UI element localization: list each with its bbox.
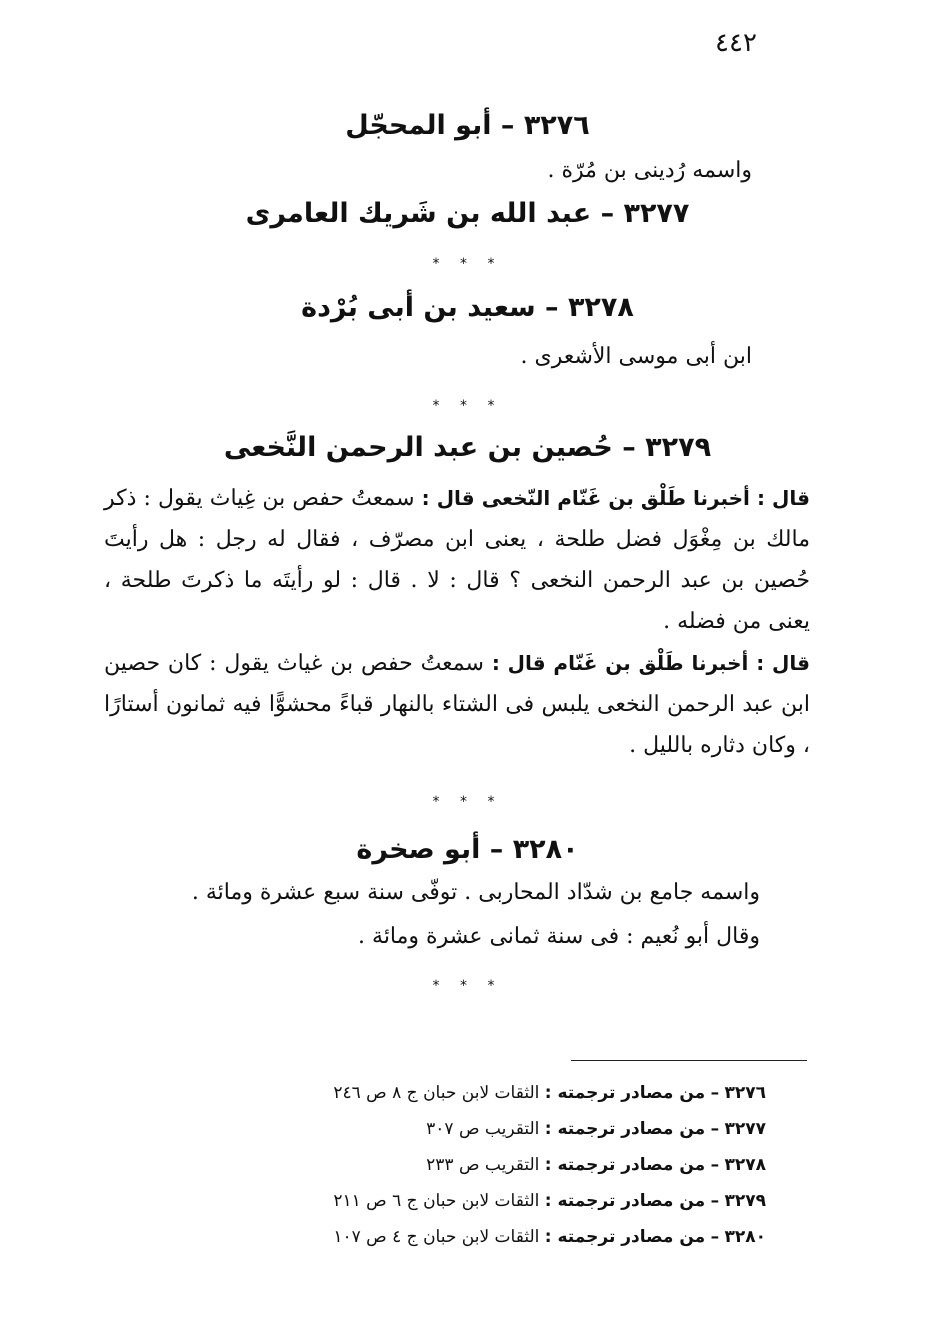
footnote-source: الثقات لابن حبان ج ٤ ص ١٠٧ xyxy=(333,1227,540,1247)
entry-note-3276: واسمه رُدينى بن مُرّة . xyxy=(547,158,752,183)
entry-heading-3276 xyxy=(0,110,935,141)
entry-paragraph-3279-b xyxy=(104,643,810,766)
entry-number: ٣٢٧٨ xyxy=(567,292,634,323)
paragraph-body: سمعتُ حفص بن غِياث يقول : ذكر مالك بن مِغْوَل فضل طلحة ، يعنى ابن مصرّف ، فقال له رجل : هل رأيتَ حُصين بن عبد الرحمن النخعى ؟ قال : لا . قال : لو رأيتَه ما ذكرتَ طلحة ، يعنى من فضله . xyxy=(104,486,810,634)
paragraph-body: سمعتُ حفص بن غياث يقول : كان حصين ابن عبد الرحمن النخعى يلبس فى الشتاء بالنهار قباءً محشوًّا فيه ثمانون أستارًا ، وكان دثاره بالليل . xyxy=(104,651,810,758)
entry-note-3278: ابن أبى موسى الأشعرى . xyxy=(520,344,752,369)
separator-4: * * * xyxy=(432,978,503,994)
footnote-dash: – xyxy=(710,1119,720,1139)
entry-heading-3278 xyxy=(0,292,935,323)
separator-1: * * * xyxy=(432,256,503,272)
footnote-item xyxy=(200,1147,766,1183)
entry-number: ٣٢٧٦ xyxy=(523,110,590,141)
footnote-dash: – xyxy=(710,1083,720,1103)
entry-heading-3279 xyxy=(0,432,935,463)
footnote-label: من مصادر ترجمته : xyxy=(544,1155,706,1175)
entry-title: سعيد بن أبى بُرْدة xyxy=(301,292,536,323)
footnote-dash: – xyxy=(710,1191,720,1211)
entry-dash: – xyxy=(600,198,615,229)
footnote-dash: – xyxy=(710,1227,720,1247)
entry-note-3280-a: واسمه جامع بن شدّاد المحاربى . توفّى سنة سبع عشرة ومائة . xyxy=(191,880,760,905)
footnote-item xyxy=(200,1075,766,1111)
footnote-label: من مصادر ترجمته : xyxy=(544,1227,706,1247)
footnote-number: ٣٢٧٦ xyxy=(724,1083,766,1103)
entry-dash: – xyxy=(500,110,515,141)
entry-heading-3277 xyxy=(0,198,935,229)
footnote-label: من مصادر ترجمته : xyxy=(544,1083,706,1103)
paragraph-lead: قال : أخبرنا طَلْق بن غَنّام النّخعى قال : xyxy=(421,486,811,510)
page-number: ٤٤٢ xyxy=(715,28,757,58)
entry-title: عبد الله بن شَريك العامرى xyxy=(245,198,592,229)
footnote-label: من مصادر ترجمته : xyxy=(544,1191,706,1211)
entry-dash: – xyxy=(545,292,559,323)
footnote-item xyxy=(200,1183,766,1219)
footnote-source: الثقات لابن حبان ج ٦ ص ٢١١ xyxy=(333,1191,540,1211)
paragraph-lead: قال : أخبرنا طَلْق بن غَنّام قال : xyxy=(491,651,810,675)
footnote-dash: – xyxy=(710,1155,720,1175)
entry-paragraph-3279-a xyxy=(104,478,810,642)
footnotes-list xyxy=(200,1075,766,1255)
footnote-item xyxy=(200,1111,766,1147)
entry-heading-3280 xyxy=(0,834,935,865)
entry-number: ٣٢٧٧ xyxy=(623,198,690,229)
footnote-label: من مصادر ترجمته : xyxy=(544,1119,706,1139)
separator-3: * * * xyxy=(432,794,503,810)
footnote-item xyxy=(200,1219,766,1255)
entry-title: أبو صخرة xyxy=(356,834,481,865)
footnote-source: التقريب ص ٣٠٧ xyxy=(426,1119,540,1139)
entry-title: حُصين بن عبد الرحمن النَّخعى xyxy=(223,432,613,463)
footnote-number: ٣٢٧٧ xyxy=(724,1119,766,1139)
footnote-divider xyxy=(571,1060,807,1061)
footnote-source: الثقات لابن حبان ج ٨ ص ٢٤٦ xyxy=(333,1083,540,1103)
separator-2: * * * xyxy=(432,398,503,414)
entry-number: ٣٢٧٩ xyxy=(645,432,712,463)
entry-title: أبو المحجّل xyxy=(345,110,492,141)
entry-note-3280-b: وقال أبو نُعيم : فى سنة ثمانى عشرة ومائة . xyxy=(358,924,760,949)
entry-dash: – xyxy=(489,834,504,865)
entry-dash: – xyxy=(622,432,636,463)
entry-number: ٣٢٨٠ xyxy=(512,834,579,865)
footnote-number: ٣٢٨٠ xyxy=(724,1227,766,1247)
footnote-number: ٣٢٧٩ xyxy=(724,1191,766,1211)
footnote-source: التقريب ص ٢٣٣ xyxy=(426,1155,540,1175)
footnote-number: ٣٢٧٨ xyxy=(724,1155,766,1175)
